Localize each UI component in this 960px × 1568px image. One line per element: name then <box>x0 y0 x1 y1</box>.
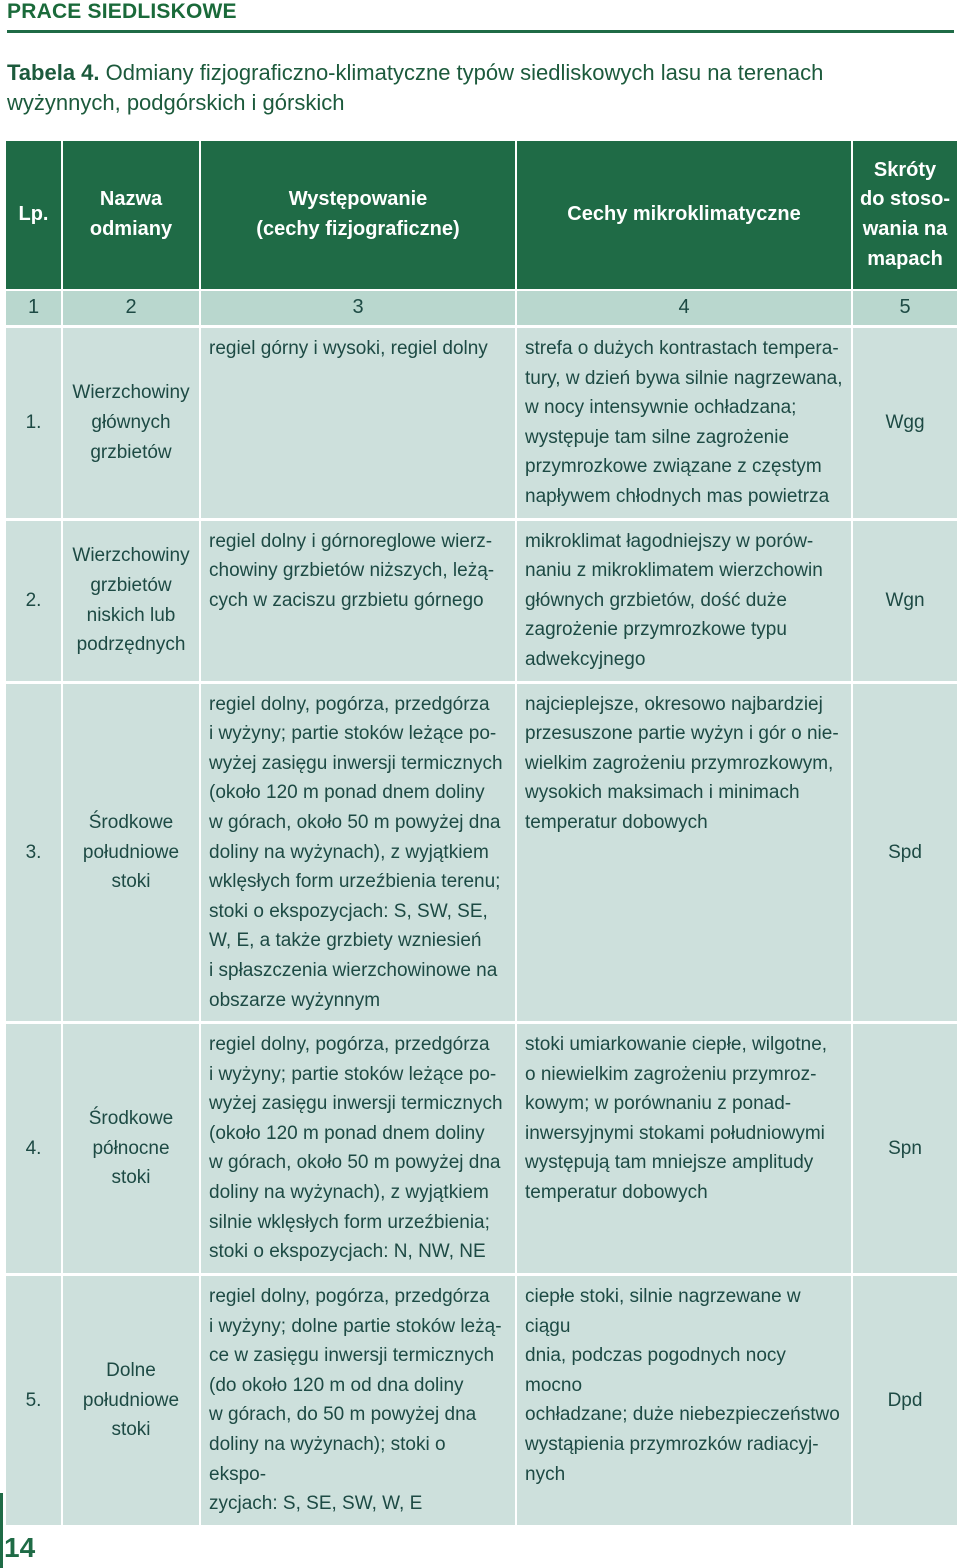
row-abbr: Spd <box>852 682 957 1023</box>
row-lp: 5. <box>6 1275 62 1525</box>
column-number: 3 <box>200 290 516 327</box>
row-occurrence: regiel dolny, pogórza, przedgórza i wyżyny; partie stoków leżące po- wyżej zasięgu inwersji termicznych (około 120 m ponad dnem doliny w górach, około 50 m powyżej dna doliny na wyżynach), z wyjątkiem silnie wklęsłych form urzeźbienia; stoki o ekspozycjach: N, NW, NE <box>200 1023 516 1275</box>
row-abbr: Spn <box>852 1023 957 1275</box>
row-lp: 2. <box>6 519 62 682</box>
row-lp: 1. <box>6 327 62 520</box>
page-number: 14 <box>4 1532 36 1563</box>
table-caption <box>7 58 937 118</box>
row-abbr: Wgg <box>852 327 957 520</box>
caption-text: Odmiany fizjograficzno-klimatyczne typów siedliskowych lasu na terenach wyżynnych, podgórskich i górskich <box>7 60 824 115</box>
row-abbr: Dpd <box>852 1275 957 1525</box>
row-occurrence: regiel dolny i górnoreglowe wierz- chowiny grzbietów niższych, leżą- cych w zaciszu grzbietu górnego <box>200 519 516 682</box>
row-microclimate: stoki umiarkowanie ciepłe, wilgotne, o niewielkim zagrożeniu przymroz- kowym; w porównaniu z ponad- inwersyjnymi stokami południowymi występują tam mniejsze amplitudy temperatur dobowych <box>516 1023 852 1275</box>
top-rule <box>7 30 954 33</box>
column-number-row <box>6 290 957 327</box>
row-microclimate: strefa o dużych kontrastach tempera- tury, w dzień bywa silnie nagrzewana, w nocy intensywnie ochładzana; występuje tam silne zagrożenie przymrozkowe związane z częstym napływem chłodnych mas powietrza <box>516 327 852 520</box>
row-name: Wierzchowiny grzbietów niskich lub podrzędnych <box>62 519 200 682</box>
row-abbr: Wgn <box>852 519 957 682</box>
row-microclimate: mikroklimat łagodniejszy w porów- naniu z mikroklimatem wierzchowin głównych grzbietów, dość duże zagrożenie przymrozkowe typu adwekcyjnego <box>516 519 852 682</box>
row-name: Wierzchowiny głównych grzbietów <box>62 327 200 520</box>
column-number: 2 <box>62 290 200 327</box>
row-lp: 4. <box>6 1023 62 1275</box>
table-row <box>6 519 957 682</box>
column-number: 1 <box>6 290 62 327</box>
row-microclimate: najcieplejsze, okresowo najbardziej przesuszone partie wyżyn i gór o nie- wielkim zagrożeniu przymrozkowym, wysokich maksimach i minimach temperatur dobowych <box>516 682 852 1023</box>
header-occurrence: Występowanie (cechy fizjograficzne) <box>200 141 516 290</box>
row-name: Dolne południowe stoki <box>62 1275 200 1525</box>
page-side-bar <box>0 1493 3 1568</box>
header-lp: Lp. <box>6 141 62 290</box>
table-row <box>6 682 957 1023</box>
habitat-table <box>6 141 957 1525</box>
row-name: Środkowe północne stoki <box>62 1023 200 1275</box>
row-name: Środkowe południowe stoki <box>62 682 200 1023</box>
row-occurrence: regiel górny i wysoki, regiel dolny <box>200 327 516 520</box>
row-lp: 3. <box>6 682 62 1023</box>
header-abbr: Skróty do stoso- wania na mapach <box>852 141 957 290</box>
row-occurrence: regiel dolny, pogórza, przedgórza i wyżyny; partie stoków leżące po- wyżej zasięgu inwersji termicznych (około 120 m ponad dnem doliny w górach, około 50 m powyżej dna doliny na wyżynach), z wyjątkiem wklęsłych form urzeźbienia terenu; stoki o ekspozycjach: S, SW, SE, W, E, a także grzbiety wzniesień i spłaszczenia wierzchowinowe na obszarze wyżynnym <box>200 682 516 1023</box>
section-header: PRACE SIEDLISKOWE <box>7 0 237 23</box>
row-occurrence: regiel dolny, pogórza, przedgórza i wyżyny; dolne partie stoków leżą- ce w zasięgu inwersji termicznych (do około 120 m od dna doliny w górach, do 50 m powyżej dna doliny na wyżynach); stoki o ekspo- zycjach: S, SE, SW, W, E <box>200 1275 516 1525</box>
table-row <box>6 1275 957 1525</box>
header-name: Nazwa odmiany <box>62 141 200 290</box>
header-microclimate: Cechy mikroklimatyczne <box>516 141 852 290</box>
row-microclimate: ciepłe stoki, silnie nagrzewane w ciągu dnia, podczas pogodnych nocy mocno ochładzane; duże niebezpieczeństwo wystąpienia przymrozków radiacyj- nych <box>516 1275 852 1525</box>
column-number: 4 <box>516 290 852 327</box>
column-number: 5 <box>852 290 957 327</box>
table-row <box>6 327 957 520</box>
table-header-row <box>6 141 957 290</box>
table-row <box>6 1023 957 1275</box>
caption-label: Tabela 4. <box>7 60 100 85</box>
